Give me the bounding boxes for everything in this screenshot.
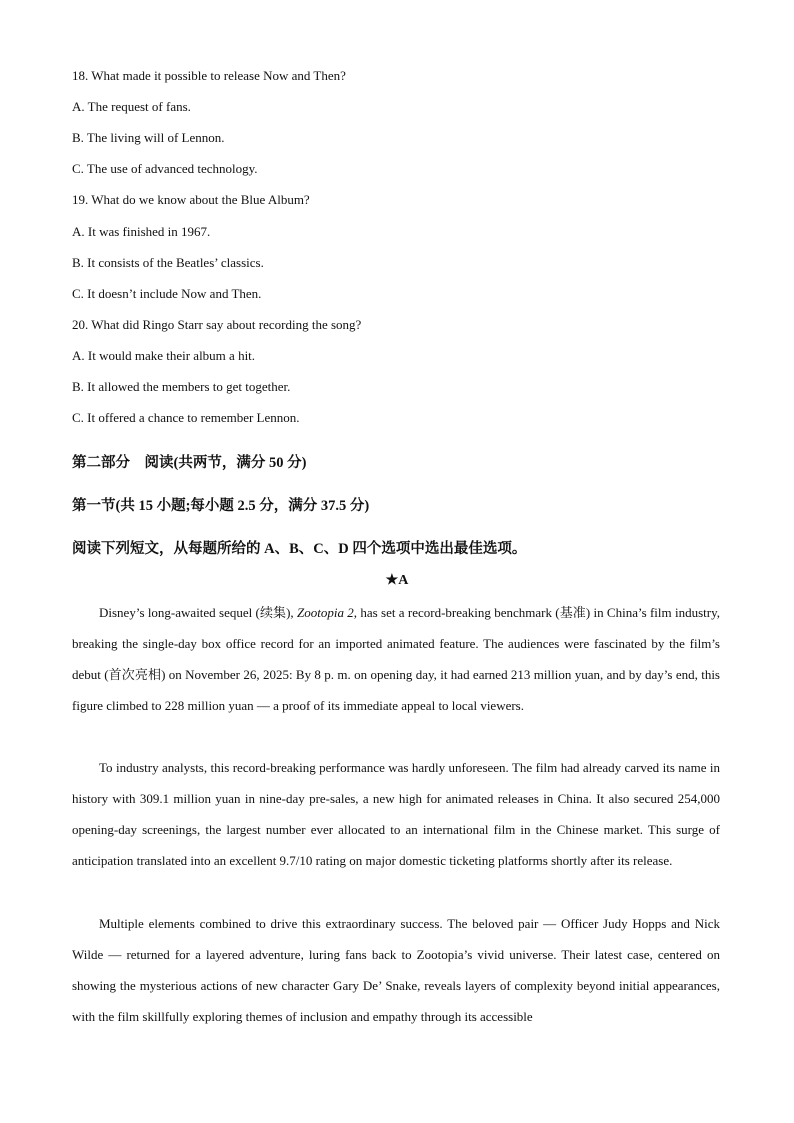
passage-paragraph-1 (72, 597, 720, 721)
question-20-option-a: A. It would make their album a hit. (72, 348, 256, 363)
question-19-option-c: C. It doesn’t include Now and Then. (72, 286, 262, 301)
question-19-option-b: B. It consists of the Beatles’ classics. (72, 255, 264, 270)
question-18-option-a: A. The request of fans. (72, 99, 191, 114)
paragraph-1-lead: Disney’s long-awaited sequel (续集), (99, 605, 298, 620)
question-19-stem: 19. What do we know about the Blue Album? (72, 192, 310, 207)
film-title: Zootopia 2 (297, 605, 354, 620)
passage-paragraph-2: To industry analysts, this record-breaking performance was hardly unforeseen. The film had already carved its name in history with 309.1 million yuan in nine-day pre-sales, a new high for animated releases in China. It also secured 254,000 opening-day screenings, the largest number ever allocated to an international film in the Chinese market. This surge of anticipation translated into an excellent 9.7/10 rating on major domestic ticketing platforms shortly after its release. (72, 760, 720, 868)
question-18-option-c: C. The use of advanced technology. (72, 161, 258, 176)
question-19-option-a: A. It was finished in 1967. (72, 224, 211, 239)
question-20-stem: 20. What did Ringo Starr say about recording the song? (72, 317, 362, 332)
question-20-option-b: B. It allowed the members to get together. (72, 379, 291, 394)
question-20-option-c: C. It offered a chance to remember Lennon. (72, 410, 300, 425)
section-title: 第一节(共 15 小题;每小题 2.5 分，满分 37.5 分) (72, 498, 370, 514)
passage-label: ★A (385, 573, 409, 588)
paragraph-1-rest: , has set a record-breaking benchmark (基准) in China’s film industry, breaking the single-day box office record for an imported animated feature. The audiences were fascinated by the film’s debut (首次亮相) on November 26, 2025: By 8 p. m. on opening day, it had earned 213 million yuan, and by day’s end, this figure climbed to 228 million yuan — a proof of its immediate appeal to local viewers. (72, 605, 720, 713)
part-title: 第二部分 阅读(共两节，满分 50 分) (72, 455, 307, 471)
question-18-stem: 18. What made it possible to release Now and Then? (72, 68, 346, 83)
instruction: 阅读下列短文，从每题所给的 A、B、C、D 四个选项中选出最佳选项。 (72, 541, 527, 557)
question-18-option-b: B. The living will of Lennon. (72, 130, 225, 145)
passage-paragraph-3: Multiple elements combined to drive this extraordinary success. The beloved pair — Officer Judy Hopps and Nick Wilde — returned for a layered adventure, luring fans back to Zootopia’s vivid universe. Their latest case, centered on showing the mysterious actions of new character Gary De’ Snake, reveals layers of complexity beyond initial appearances, with the film skillfully exploring themes of inclusion and empathy through its accessible (72, 916, 720, 1024)
